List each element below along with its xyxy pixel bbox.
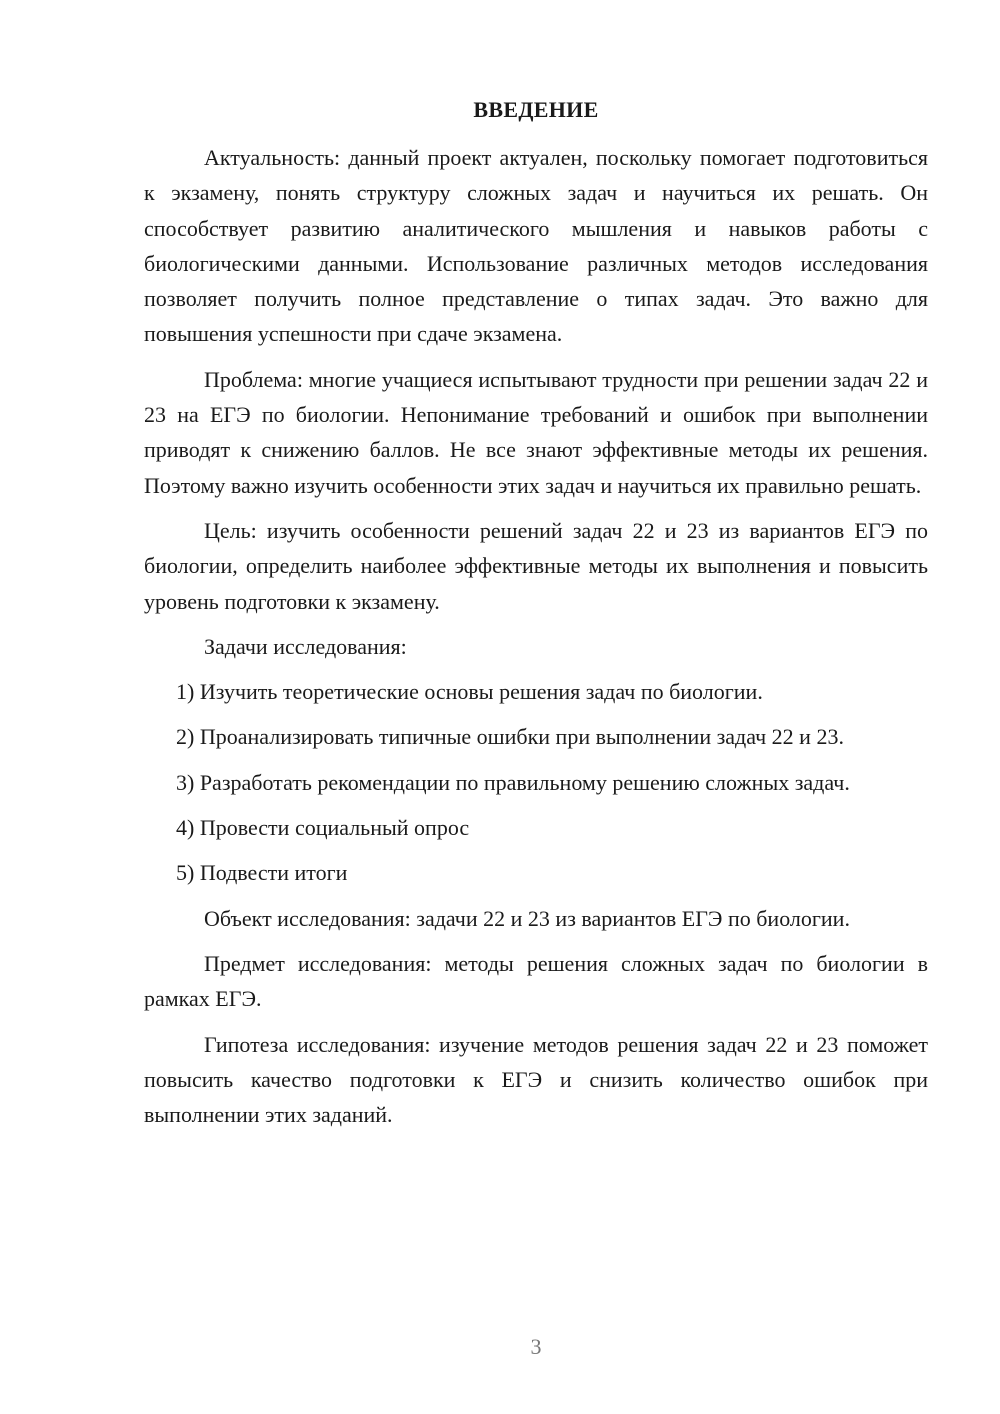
hypothesis-paragraph: Гипотеза исследования: изучение методов решения задач 22 и 23 поможет повысить качество подготовки к ЕГЭ и снизить количество ошибок при выполнении этих заданий. [144, 1031, 928, 1128]
page-content [144, 92, 928, 1142]
task-item-5: 5) Подвести итоги [176, 860, 348, 886]
goal-paragraph: Цель: изучить особенности решений задач 22 и 23 из вариантов ЕГЭ по биологии, определить наиболее эффективные методы их выполнения и повысить уровень подготовки к экзамену. [144, 517, 928, 614]
section-title: ВВЕДЕНИЕ [473, 97, 599, 122]
relevance-paragraph: Актуальность: данный проект актуален, поскольку помогает подготовиться к экзамену, понять структуру сложных задач и научиться их решать. Он способствует развитию аналитического мышления и навыков работы с биологическими данными. Использование различных методов исследования позволяет получить полное представление о типах задач. Это важно для повышения успешности при сдаче экзамена. [144, 145, 928, 347]
task-item-4: 4) Провести социальный опрос [176, 815, 470, 841]
object-paragraph: Объект исследования: задачи 22 и 23 из вариантов ЕГЭ по биологии. [204, 905, 850, 931]
task-item-1: 1) Изучить теоретические основы решения задач по биологии. [176, 679, 763, 705]
task-item-3: 3) Разработать рекомендации по правильному решению сложных задач. [176, 769, 850, 795]
page-number: 3 [530, 1334, 542, 1359]
task-item-2: 2) Проанализировать типичные ошибки при выполнении задач 22 и 23. [176, 724, 844, 750]
problem-paragraph: Проблема: многие учащиеся испытывают трудности при решении задач 22 и 23 на ЕГЭ по биологии. Непонимание требований и ошибок при выполнении приводят к снижению баллов. Не все знают эффективные методы их решения. Поэтому важно изучить особенности этих задач и научиться их правильно решать. [144, 366, 928, 498]
tasks-heading: Задачи исследования: [204, 633, 407, 659]
subject-paragraph: Предмет исследования: методы решения сложных задач по биологии в рамках ЕГЭ. [144, 950, 928, 1012]
